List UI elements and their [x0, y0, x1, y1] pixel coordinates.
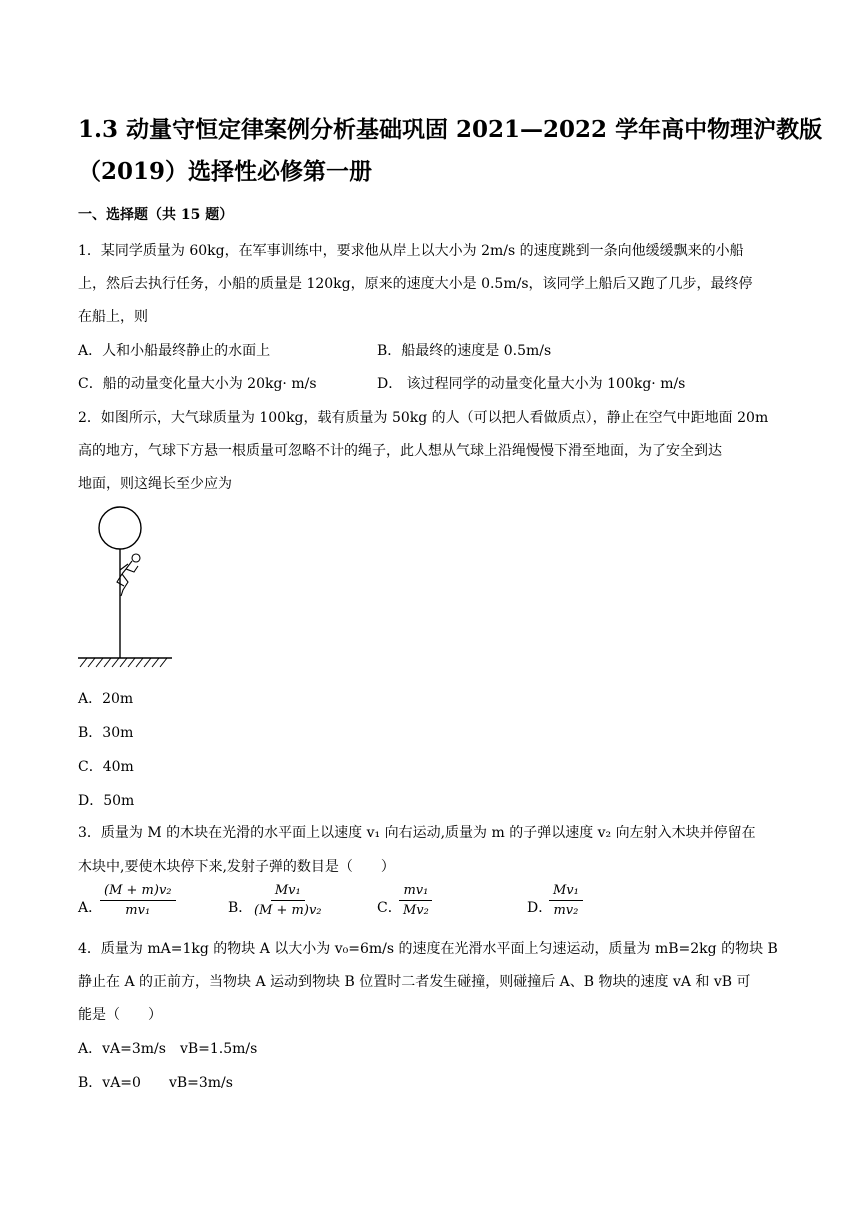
- q3-stem-line-1: 3．质量为 M 的木块在光滑的水平面上以速度 v₁ 向右运动,质量为 m 的子弹以速度 v₂ 向左射入木块并停留在: [78, 825, 756, 841]
- document-title-line-2: （2019）选择性必修第一册: [78, 158, 373, 185]
- q3-option-b-numerator: Mv₁: [271, 883, 305, 901]
- balloon-circle: [99, 507, 141, 549]
- q1-option-d: D． 该过程同学的动量变化量大小为 100kg· m/s: [377, 376, 686, 392]
- q3-option-d-numerator: Mv₁: [549, 883, 583, 901]
- q3-option-c-denominator: Mv₂: [403, 903, 429, 918]
- q4-stem-line-3: 能是（ ）: [78, 1007, 162, 1023]
- q1-stem-line-3: 在船上，则: [78, 309, 148, 325]
- q3-option-b-fraction: [250, 883, 326, 918]
- q3-option-c-letter: C．: [377, 900, 402, 916]
- q3-option-d-letter: D．: [527, 900, 553, 916]
- q3-option-b-letter: B．: [228, 900, 253, 916]
- q3-option-a-fraction: [100, 883, 176, 918]
- q4-stem-line-1: 4．质量为 mA=1kg 的物块 A 以大小为 v₀=6m/s 的速度在光滑水平面上匀速运动，质量为 mB=2kg 的物块 B: [78, 941, 778, 957]
- q3-option-d-fraction: [549, 883, 583, 918]
- q3-option-c-fraction: [399, 883, 433, 918]
- document-title-line-1: 1.3 动量守恒定律案例分析基础巩固 2021—2022 学年高中物理沪教版: [78, 116, 823, 143]
- q1-option-a: A．人和小船最终静止的水面上: [78, 343, 271, 359]
- q2-option-d: D．50m: [78, 793, 135, 809]
- section-header: 一、选择题（共 15 题）: [78, 207, 234, 223]
- q2-option-a: A．20m: [78, 691, 134, 707]
- q2-option-b: B．30m: [78, 725, 134, 741]
- ground-hatch: [80, 658, 167, 667]
- q4-stem-line-2: 静止在 A 的正前方，当物块 A 运动到物块 B 位置时二者发生碰撞，则碰撞后 A、B 物块的速度 vA 和 vB 可: [78, 974, 751, 990]
- q2-stem-line-3: 地面，则这绳长至少应为: [78, 476, 232, 492]
- q1-stem-line-2: 上，然后去执行任务，小船的质量是 120kg，原来的速度大小是 0.5m/s，该同学上船后又跑了几步，最终停: [78, 276, 753, 292]
- q3-option-c-numerator: mv₁: [399, 883, 432, 901]
- q4-option-a: A．vA=3m/s vB=1.5m/s: [78, 1041, 258, 1057]
- q3-option-a-numerator: (M + m)v₂: [100, 883, 176, 901]
- q3-option-a-denominator: mv₁: [125, 903, 151, 918]
- q1-stem-line-1: 1．某同学质量为 60kg，在军事训练中，要求他从岸上以大小为 2m/s 的速度跳到一条向他缓缓飘来的小船: [78, 243, 744, 259]
- balloon-rope-figure: [76, 506, 174, 670]
- q3-stem-line-2: 木块中,要使木块停下来,发射子弹的数目是（ ）: [78, 859, 395, 875]
- q3-option-b-denominator: (M + m)v₂: [254, 903, 322, 918]
- q2-stem-line-1: 2．如图所示，大气球质量为 100kg，载有质量为 50kg 的人（可以把人看做质点），静止在空气中距地面 20m: [78, 410, 769, 426]
- q3-option-a-letter: A．: [78, 900, 103, 916]
- q1-option-c: C．船的动量变化量大小为 20kg· m/s: [78, 376, 317, 392]
- q2-stem-line-2: 高的地方，气球下方悬一根质量可忽略不计的绳子，此人想从气球上沿绳慢慢下滑至地面，为了安全到达: [78, 443, 722, 459]
- q1-option-b: B．船最终的速度是 0.5m/s: [377, 343, 552, 359]
- q4-option-b: B．vA=0 vB=3m/s: [78, 1075, 233, 1091]
- q3-option-d-denominator: mv₂: [553, 903, 579, 918]
- q2-option-c: C．40m: [78, 759, 134, 775]
